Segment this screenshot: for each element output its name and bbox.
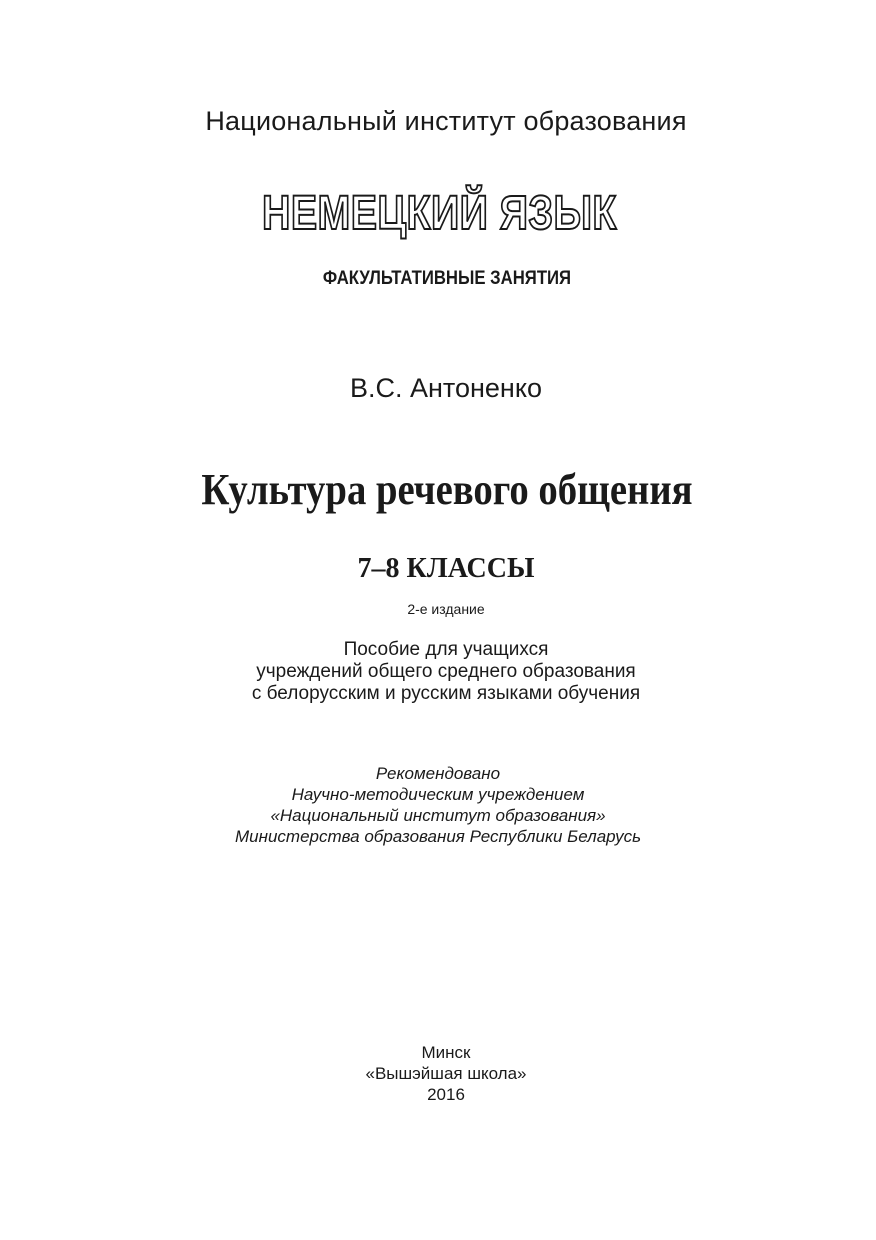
imprint-publisher: «Вышэйшая школа» [365, 1064, 527, 1083]
subject-title: НЕМЕЦКИЙ ЯЗЫК [262, 187, 617, 240]
recommendation-line: Научно-методическим учреждением [291, 785, 585, 804]
purpose-line: с белорусским и русским языками обучения [251, 683, 641, 704]
imprint-year: 2016 [427, 1085, 465, 1104]
edition-label: 2-е издание [407, 601, 485, 617]
recommendation-line: Министерства образования Республики Беларусь [234, 827, 642, 846]
imprint-block [8, 1042, 876, 1105]
institute-name: Национальный институт образования [205, 106, 687, 136]
recommendation-line: «Национальный институт образования» [270, 806, 606, 825]
purpose-line: Пособие для учащихся [343, 639, 549, 660]
imprint-city: Минск [421, 1043, 471, 1062]
recommendation-line: Рекомендовано [375, 764, 501, 783]
subject-subtitle: ФАКУЛЬТАТИВНЫЕ ЗАНЯТИЯ [322, 268, 572, 289]
purpose-block [8, 639, 876, 705]
purpose-line: учреждений общего среднего образования [256, 661, 636, 682]
author-name: В.С. Антоненко [350, 373, 542, 403]
book-title: Культура речевого общения [201, 465, 693, 514]
grades-label: 7–8 КЛАССЫ [357, 553, 535, 584]
recommendation-block [0, 763, 876, 847]
